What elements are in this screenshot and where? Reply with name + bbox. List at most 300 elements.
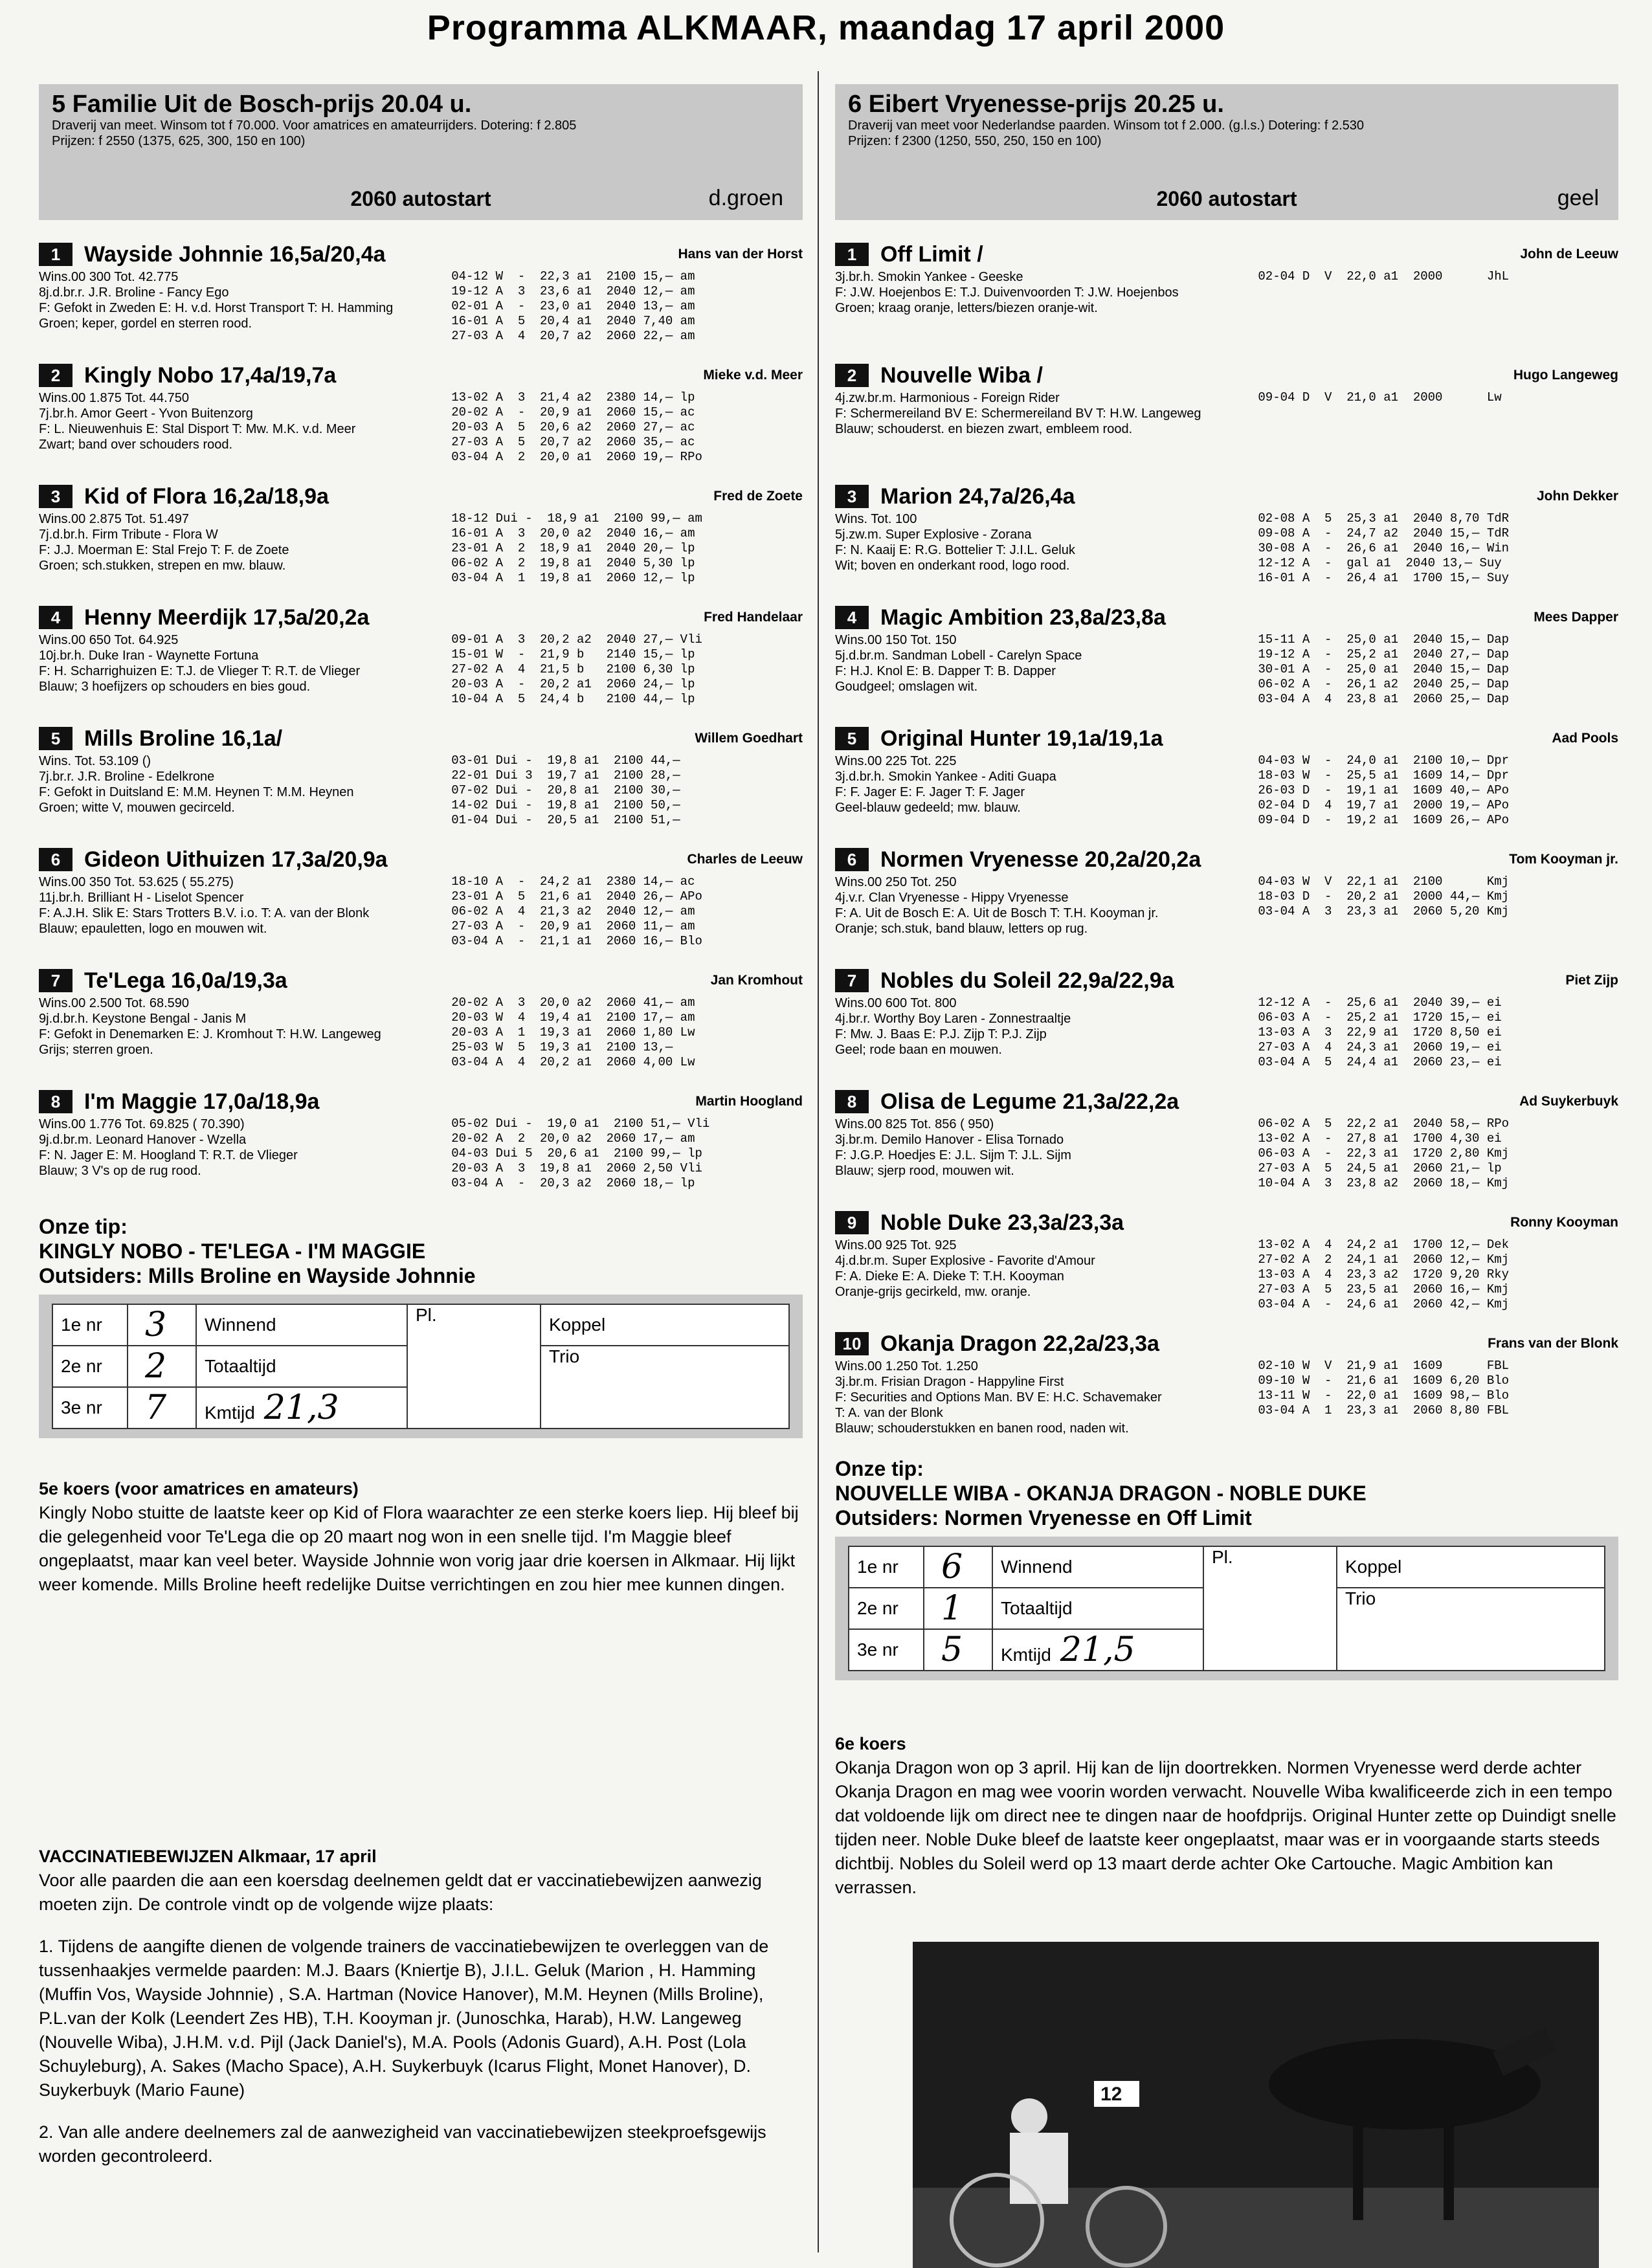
outsiders-text: Outsiders: Mills Broline en Wayside Johnnie bbox=[39, 1264, 476, 1287]
article-heading: 6e koers bbox=[835, 1734, 906, 1753]
horse-info bbox=[39, 269, 436, 344]
horse-name: Nouvelle Wiba / bbox=[880, 363, 1043, 388]
driver-name: Aad Pools bbox=[1552, 731, 1618, 746]
driver-name: Charles de Leeuw bbox=[687, 852, 803, 867]
start-number: 8 bbox=[835, 1090, 869, 1113]
info-line: 7j.br.r. J.R. Broline - Edelkrone bbox=[39, 770, 215, 784]
info-line: Wins.00 150 Tot. 150 bbox=[835, 633, 957, 647]
result-line: 23-01 A 2 18,9 a1 2040 20,— lp bbox=[451, 541, 695, 555]
info-line: Wit; boven en onderkant rood, logo rood. bbox=[835, 559, 1070, 573]
recent-results bbox=[1258, 995, 1618, 1070]
race5-conditions: Draverij van meet. Winsom tot f 70.000. Voor amatrices en amateurrijders. Dotering: f 2.805 bbox=[52, 118, 577, 133]
koppel-label: Koppel bbox=[541, 1304, 789, 1346]
horse-name: Kingly Nobo 17,4a/19,7a bbox=[84, 363, 337, 388]
result-line: 03-04 A - 24,6 a1 2060 42,— Kmj bbox=[1258, 1297, 1510, 1311]
info-line: 4j.br.r. Worthy Boy Laren - Zonnestraaltje bbox=[835, 1012, 1071, 1026]
info-line: Zwart; band over schouders rood. bbox=[39, 438, 233, 452]
pl-label: Pl. bbox=[1203, 1546, 1337, 1671]
row-label: 2e nr bbox=[52, 1346, 128, 1387]
recent-results bbox=[451, 874, 803, 949]
result-line: 13-02 A 4 24,2 a1 1700 12,— Dek bbox=[1258, 1238, 1510, 1252]
result-line: 27-03 A 5 23,5 a1 2060 16,— Kmj bbox=[1258, 1282, 1510, 1296]
handwritten-kmtijd: 21,5 bbox=[1060, 1630, 1135, 1669]
info-line: 10j.br.h. Duke Iran - Waynette Fortuna bbox=[39, 649, 259, 663]
start-number: 2 bbox=[835, 364, 869, 387]
info-line: Wins.00 650 Tot. 64.925 bbox=[39, 633, 179, 647]
recent-results bbox=[451, 511, 803, 586]
info-line: Wins.00 1.250 Tot. 1.250 bbox=[835, 1359, 978, 1373]
result-line: 15-11 A - 25,0 a1 2040 15,— Dap bbox=[1258, 632, 1510, 647]
pl-label: Pl. bbox=[407, 1304, 541, 1429]
race6-article bbox=[835, 1732, 1618, 1900]
harness-race-photo bbox=[913, 1942, 1599, 2268]
race-photo bbox=[913, 1942, 1599, 2268]
info-line: Oranje-grijs gecirkeld, mw. oranje. bbox=[835, 1285, 1031, 1299]
info-line: F: N. Kaaij E: R.G. Bottelier T: J.I.L. Geluk bbox=[835, 543, 1075, 557]
recent-results bbox=[451, 632, 803, 707]
result-line: 27-03 A - 20,9 a1 2060 11,— am bbox=[451, 919, 695, 933]
horse-info bbox=[835, 269, 1242, 316]
horse-name: Te'Lega 16,0a/19,3a bbox=[84, 968, 287, 993]
recent-results bbox=[451, 269, 803, 344]
result-line: 07-02 Dui - 20,8 a1 2100 30,— bbox=[451, 783, 680, 797]
result-line: 20-03 W 4 19,4 a1 2100 17,— am bbox=[451, 1010, 695, 1025]
race6-header bbox=[835, 84, 1618, 220]
result-line: 03-04 A 2 20,0 a1 2060 19,— RPo bbox=[451, 450, 702, 464]
info-line: F: J.G.P. Hoedjes E: J.L. Sijm T: J.L. Sijm bbox=[835, 1148, 1071, 1162]
result-line: 03-01 Dui - 19,8 a1 2100 44,— bbox=[451, 753, 680, 768]
info-line: 9j.d.br.m. Leonard Hanover - Wzella bbox=[39, 1133, 247, 1147]
horse-name: Gideon Uithuizen 17,3a/20,9a bbox=[84, 847, 388, 872]
horse-entry bbox=[39, 482, 803, 603]
start-number: 10 bbox=[835, 1332, 869, 1355]
start-number: 3 bbox=[835, 485, 869, 508]
info-line: T: A. van der Blonk bbox=[835, 1406, 943, 1420]
result-line: 02-04 D 4 19,7 a1 2000 19,— APo bbox=[1258, 798, 1510, 812]
info-line: Wins.00 600 Tot. 800 bbox=[835, 996, 957, 1010]
horse-name: Kid of Flora 16,2a/18,9a bbox=[84, 484, 329, 509]
tip-text: NOUVELLE WIBA - OKANJA DRAGON - NOBLE DUKE bbox=[835, 1482, 1367, 1505]
horse-entry bbox=[39, 724, 803, 845]
handwritten-value: 5 bbox=[941, 1630, 963, 1669]
page-title: Programma ALKMAAR, maandag 17 april 2000 bbox=[427, 8, 1225, 47]
result-line: 02-04 D V 22,0 a1 2000 JhL bbox=[1258, 269, 1510, 284]
result-line: 20-03 A 1 19,3 a1 2060 1,80 Lw bbox=[451, 1025, 695, 1040]
race5-start: 2060 autostart bbox=[350, 187, 491, 210]
info-line: Wins.00 2.875 Tot. 51.497 bbox=[39, 512, 190, 526]
handwritten-value: 7 bbox=[145, 1388, 167, 1427]
start-number: 2 bbox=[39, 364, 73, 387]
horse-info bbox=[835, 874, 1242, 937]
result-line: 27-02 A 4 21,5 b 2100 6,30 lp bbox=[451, 662, 695, 676]
race6-prizes: Prijzen: f 2300 (1250, 550, 250, 150 en 100) bbox=[848, 134, 1102, 148]
info-line: 3j.br.m. Demilo Hanover - Elisa Tornado bbox=[835, 1133, 1064, 1147]
result-line: 03-04 A - 20,3 a2 2060 18,— lp bbox=[451, 1176, 695, 1190]
horse-info bbox=[39, 995, 436, 1070]
result-line: 15-01 W - 21,9 b 2140 15,— lp bbox=[451, 647, 695, 662]
race6-horses bbox=[835, 239, 1618, 1450]
info-line: Groen; kraag oranje, letters/biezen oranje-wit. bbox=[835, 301, 1098, 315]
result-line: 19-12 A - 25,2 a1 2040 27,— Dap bbox=[1258, 647, 1510, 662]
info-line: F: L. Nieuwenhuis E: Stal Disport T: Mw. M.K. v.d. Meer bbox=[39, 422, 356, 436]
result-line: 27-03 A 4 24,3 a1 2060 19,— ei bbox=[1258, 1040, 1502, 1054]
horse-entry bbox=[39, 239, 803, 361]
horse-name: Olisa de Legume 21,3a/22,2a bbox=[880, 1089, 1179, 1114]
race5-tip-table bbox=[39, 1295, 803, 1438]
horse-entry bbox=[835, 1087, 1618, 1208]
result-line: 13-02 A - 27,8 a1 1700 4,30 ei bbox=[1258, 1131, 1502, 1146]
recent-results bbox=[1258, 632, 1618, 707]
race5-horses bbox=[39, 239, 803, 1208]
info-line: F: A.J.H. Slik E: Stars Trotters B.V. i.o. T: A. van der Blonk bbox=[39, 906, 370, 920]
tip-label: Onze tip: bbox=[39, 1215, 128, 1238]
info-line: Wins.00 250 Tot. 250 bbox=[835, 875, 957, 889]
driver-name: Fred Handelaar bbox=[704, 610, 803, 625]
race5-color: d.groen bbox=[708, 186, 783, 210]
trio-label: Trio bbox=[1337, 1588, 1605, 1671]
result-line: 04-03 W - 24,0 a1 2100 10,— Dpr bbox=[1258, 753, 1510, 768]
info-line: Groen; sch.stukken, strepen en mw. blauw. bbox=[39, 559, 286, 573]
recent-results bbox=[1258, 1238, 1618, 1312]
result-line: 12-12 A - 25,6 a1 2040 39,— ei bbox=[1258, 995, 1502, 1010]
horse-name: Noble Duke 23,3a/23,3a bbox=[880, 1210, 1124, 1235]
info-line: F: A. Dieke E: A. Dieke T: T.H. Kooyman bbox=[835, 1269, 1064, 1284]
horse-entry bbox=[835, 1208, 1618, 1329]
horse-info bbox=[835, 753, 1242, 828]
horse-info bbox=[835, 1359, 1242, 1436]
info-line: 8j.d.br.r. J.R. Broline - Fancy Ego bbox=[39, 285, 229, 300]
info-line: F: Gefokt in Zweden E: H. v.d. Horst Transport T: H. Hamming bbox=[39, 301, 394, 315]
race6-tip bbox=[835, 1456, 1618, 1530]
info-line: Wins.00 300 Tot. 42.775 bbox=[39, 270, 179, 284]
driver-name: Frans van der Blonk bbox=[1488, 1336, 1618, 1351]
result-line: 04-03 W V 22,1 a1 2100 Kmj bbox=[1258, 874, 1510, 889]
result-line: 01-04 Dui - 20,5 a1 2100 51,— bbox=[451, 813, 680, 827]
info-line: Blauw; 3 hoefijzers op schouders en bies goud. bbox=[39, 680, 311, 694]
vacc-p1: Voor alle paarden die aan een koersdag deelnemen geldt dat er vaccinatiebewijzen aanwezig moeten zijn. De controle vindt op de volgende wijze plaats: bbox=[39, 1871, 762, 1914]
horse-entry bbox=[39, 966, 803, 1087]
winnend-label: Winnend bbox=[992, 1546, 1203, 1588]
race6-conditions: Draverij van meet voor Nederlandse paarden. Winsom tot f 2.000. (g.l.s.) Dotering: f 2.530 bbox=[848, 118, 1365, 133]
horse-name: Nobles du Soleil 22,9a/22,9a bbox=[880, 968, 1174, 993]
horse-entry bbox=[835, 239, 1618, 361]
result-line: 03-04 A 4 20,2 a1 2060 4,00 Lw bbox=[451, 1055, 695, 1069]
info-line: F: Securities and Options Man. BV E: H.C. Schavemaker bbox=[835, 1390, 1162, 1405]
result-line: 20-02 A 2 20,0 a2 2060 17,— am bbox=[451, 1131, 695, 1146]
handwritten-value: 1 bbox=[941, 1589, 963, 1628]
recent-results bbox=[451, 995, 803, 1070]
result-line: 23-01 A 5 21,6 a1 2040 26,— APo bbox=[451, 889, 702, 904]
result-line: 03-04 A 1 19,8 a1 2060 12,— lp bbox=[451, 571, 695, 585]
horse-name: Henny Meerdijk 17,5a/20,2a bbox=[84, 605, 370, 630]
horse-name: Off Limit / bbox=[880, 242, 983, 267]
info-line: 9j.d.br.h. Keystone Bengal - Janis M bbox=[39, 1012, 247, 1026]
horse-name: I'm Maggie 17,0a/18,9a bbox=[84, 1089, 320, 1114]
horse-name: Original Hunter 19,1a/19,1a bbox=[880, 726, 1163, 751]
horse-entry bbox=[835, 1329, 1618, 1450]
recent-results bbox=[1258, 390, 1618, 437]
recent-results bbox=[1258, 753, 1618, 828]
start-number: 8 bbox=[39, 1090, 73, 1113]
driver-name: Hans van der Horst bbox=[678, 247, 803, 261]
info-line: F: H.J. Knol E: B. Dapper T: B. Dapper bbox=[835, 664, 1056, 678]
article-body: Kingly Nobo stuitte de laatste keer op Kid of Flora waarachter ze een sterke koers liep. Hij bleef bij die gelegenheid voor Te'Lega die op 20 maart nog won in een snelle tijd. I'm Maggie bleef ongeplaatst, maar kan veel beter. Wayside Johnnie won vorig jaar drie koersen in Alkmaar. Hij lijkt weer komende. Mills Broline heeft redelijke Duitse verrichtingen en zou hier mee kunnen dingen. bbox=[39, 1503, 799, 1594]
column-divider bbox=[818, 71, 819, 2252]
result-line: 02-01 A - 23,0 a1 2040 13,— am bbox=[451, 299, 695, 313]
info-line: 3j.d.br.h. Smokin Yankee - Aditi Guapa bbox=[835, 770, 1056, 784]
result-line: 18-12 Dui - 18,9 a1 2100 99,— am bbox=[451, 511, 702, 526]
row-label: 2e nr bbox=[849, 1588, 924, 1629]
row-label: 1e nr bbox=[52, 1304, 128, 1346]
result-line: 06-02 A 5 22,2 a1 2040 58,— RPo bbox=[1258, 1117, 1510, 1131]
driver-name: Fred de Zoete bbox=[713, 489, 803, 504]
result-line: 18-03 W - 25,5 a1 1609 14,— Dpr bbox=[1258, 768, 1510, 783]
recent-results bbox=[1258, 1117, 1618, 1191]
vacc-p3: 2. Van alle andere deelnemers zal de aanwezigheid van vaccinatiebewijzen steekproefsgewijs worden gecontroleerd. bbox=[39, 2122, 766, 2166]
race5-article bbox=[39, 1477, 803, 1597]
horse-entry bbox=[835, 845, 1618, 966]
result-line: 16-01 A 3 20,0 a2 2040 16,— am bbox=[451, 526, 695, 540]
result-line: 02-10 W V 21,9 a1 1609 FBL bbox=[1258, 1359, 1510, 1373]
driver-name: Jan Kromhout bbox=[710, 973, 803, 988]
driver-name: Martin Hoogland bbox=[695, 1094, 803, 1109]
horse-info bbox=[39, 753, 436, 828]
result-line: 20-02 A - 20,9 a1 2060 15,— ac bbox=[451, 405, 695, 419]
horse-entry bbox=[39, 603, 803, 724]
driver-name: Mieke v.d. Meer bbox=[703, 368, 803, 383]
horse-name: Magic Ambition 23,8a/23,8a bbox=[880, 605, 1166, 630]
tip-text: KINGLY NOBO - TE'LEGA - I'M MAGGIE bbox=[39, 1240, 426, 1263]
svg-text:12: 12 bbox=[1100, 2084, 1122, 2105]
info-line: Wins. Tot. 53.109 () bbox=[39, 754, 151, 768]
info-line: Wins.00 350 Tot. 53.625 ( 55.275) bbox=[39, 875, 234, 889]
info-line: F: J.J. Moerman E: Stal Frejo T: F. de Zoete bbox=[39, 543, 289, 557]
row-label: 1e nr bbox=[849, 1546, 924, 1588]
row-label: 3e nr bbox=[849, 1629, 924, 1671]
info-line: F: Schermereiland BV E: Schermereiland BV T: H.W. Langeweg bbox=[835, 406, 1201, 421]
info-line: 7j.d.br.h. Firm Tribute - Flora W bbox=[39, 528, 218, 542]
handwritten-value: 6 bbox=[941, 1548, 963, 1586]
driver-name: Piet Zijp bbox=[1565, 973, 1618, 988]
horse-info bbox=[835, 632, 1242, 707]
horse-name: Okanja Dragon 22,2a/23,3a bbox=[880, 1331, 1159, 1356]
start-number: 4 bbox=[835, 606, 869, 629]
horse-entry bbox=[835, 603, 1618, 724]
race5-title: 5 Familie Uit de Bosch-prijs 20.04 u. bbox=[52, 91, 472, 118]
article-heading: 5e koers (voor amatrices en amateurs) bbox=[39, 1479, 359, 1498]
info-line: F: F. Jager E: F. Jager T: F. Jager bbox=[835, 785, 1025, 799]
race6-column bbox=[835, 84, 1618, 1900]
start-number: 3 bbox=[39, 485, 73, 508]
result-line: 09-01 A 3 20,2 a2 2040 27,— Vli bbox=[451, 632, 702, 647]
handwritten-value: 3 bbox=[145, 1306, 167, 1344]
info-line: 5j.d.br.m. Sandman Lobell - Carelyn Space bbox=[835, 649, 1082, 663]
info-line: Blauw; epauletten, logo en mouwen wit. bbox=[39, 922, 267, 936]
result-line: 18-10 A - 24,2 a1 2380 14,— ac bbox=[451, 874, 695, 889]
info-line: 4j.v.r. Clan Vryenesse - Hippy Vryenesse bbox=[835, 891, 1069, 905]
result-line: 25-03 W 5 19,3 a1 2100 13,— bbox=[451, 1040, 673, 1054]
info-line: Wins.00 225 Tot. 225 bbox=[835, 754, 957, 768]
info-line: F: A. Uit de Bosch E: A. Uit de Bosch T: T.H. Kooyman jr. bbox=[835, 906, 1159, 920]
horse-entry bbox=[835, 724, 1618, 845]
race6-tip-table bbox=[835, 1537, 1618, 1680]
result-line: 27-03 A 5 20,7 a2 2060 35,— ac bbox=[451, 435, 695, 449]
info-line: Grijs; sterren groen. bbox=[39, 1043, 153, 1057]
result-line: 03-04 A 3 23,3 a1 2060 5,20 Kmj bbox=[1258, 904, 1510, 918]
recent-results bbox=[451, 390, 803, 465]
horse-entry bbox=[39, 1087, 803, 1208]
result-line: 16-01 A 5 20,4 a1 2040 7,40 am bbox=[451, 314, 695, 328]
result-line: 13-02 A 3 21,4 a2 2380 14,— lp bbox=[451, 390, 695, 405]
result-line: 06-02 A 2 19,8 a1 2040 5,30 lp bbox=[451, 556, 695, 570]
start-number: 5 bbox=[835, 727, 869, 750]
result-line: 12-12 A - gal a1 2040 13,— Suy bbox=[1258, 556, 1502, 570]
result-line: 27-03 A 4 20,7 a2 2060 22,— am bbox=[451, 329, 695, 343]
horse-name: Mills Broline 16,1a/ bbox=[84, 726, 283, 751]
result-line: 06-03 A - 25,2 a1 1720 15,— ei bbox=[1258, 1010, 1502, 1025]
info-line: Groen; witte V, mouwen gecirceld. bbox=[39, 801, 235, 815]
result-line: 09-10 W - 21,6 a1 1609 6,20 Blo bbox=[1258, 1373, 1510, 1388]
trio-label: Trio bbox=[541, 1346, 789, 1429]
result-line: 14-02 Dui - 19,8 a1 2100 50,— bbox=[451, 798, 680, 812]
result-line: 04-03 Dui 5 20,6 a1 2100 99,— lp bbox=[451, 1146, 702, 1161]
info-line: Blauw; schouderstukken en banen rood, naden wit. bbox=[835, 1421, 1129, 1436]
result-line: 09-08 A - 24,7 a2 2040 15,— TdR bbox=[1258, 526, 1510, 540]
horse-info bbox=[39, 632, 436, 707]
result-line: 10-04 A 5 24,4 b 2100 44,— lp bbox=[451, 692, 695, 706]
article-body: Okanja Dragon won op 3 april. Hij kan de lijn doortrekken. Normen Vryenesse werd derde achter Okanja Dragon en mag wee voorin worden verwacht. Nouvelle Wiba kwalificeerde zich in een tempo dat voldoende lijk om direct nee te dingen naar de hoofdprijs. Original Hunter zette op Duindigt snelle tijden neer. Noble Duke bleef de laatste keer ongeplaatst, maar was er in voorgaande starts steeds dichtbij. Nobles du Soleil werd op 13 maart derde achter Oke Cartouche. Magic Ambition kan verrassen. bbox=[835, 1758, 1616, 1897]
info-line: Wins.00 825 Tot. 856 ( 950) bbox=[835, 1117, 994, 1131]
info-line: F: H. Scharrighuizen E: T.J. de Vlieger T: R.T. de Vlieger bbox=[39, 664, 361, 678]
vaccination-notice bbox=[39, 1845, 783, 2186]
driver-name: Mees Dapper bbox=[1534, 610, 1618, 625]
recent-results bbox=[1258, 269, 1618, 316]
recent-results bbox=[1258, 1359, 1618, 1436]
result-line: 13-03 A 4 23,3 a2 1720 9,20 Rky bbox=[1258, 1267, 1510, 1282]
horse-entry bbox=[39, 845, 803, 966]
info-line: 3j.br.h. Smokin Yankee - Geeske bbox=[835, 270, 1023, 284]
horse-info bbox=[835, 1238, 1242, 1312]
result-line: 30-08 A - 26,6 a1 2040 16,— Win bbox=[1258, 541, 1510, 555]
info-line: Blauw; sjerp rood, mouwen wit. bbox=[835, 1164, 1014, 1178]
info-line: Blauw; schouderst. en biezen zwart, embleem rood. bbox=[835, 422, 1133, 436]
horse-name: Marion 24,7a/26,4a bbox=[880, 484, 1075, 509]
handwritten-kmtijd: 21,3 bbox=[263, 1388, 339, 1427]
result-line: 03-04 A 5 24,4 a1 2060 23,— ei bbox=[1258, 1055, 1502, 1069]
result-line: 13-11 W - 22,0 a1 1609 98,— Blo bbox=[1258, 1388, 1510, 1403]
driver-name: Willem Goedhart bbox=[695, 731, 803, 746]
info-line: Wins.00 1.875 Tot. 44.750 bbox=[39, 391, 190, 405]
winnend-label: Winnend bbox=[196, 1304, 407, 1346]
result-line: 05-02 Dui - 19,0 a1 2100 51,— Vli bbox=[451, 1117, 710, 1131]
info-line: Groen; keper, gordel en sterren rood. bbox=[39, 317, 252, 331]
result-line: 04-12 W - 22,3 a1 2100 15,— am bbox=[451, 269, 695, 284]
result-line: 27-02 A 2 24,1 a1 2060 12,— Kmj bbox=[1258, 1252, 1510, 1267]
totaaltijd-label: Totaaltijd bbox=[196, 1346, 407, 1387]
start-number: 5 bbox=[39, 727, 73, 750]
horse-info bbox=[835, 390, 1242, 437]
start-number: 7 bbox=[835, 969, 869, 992]
driver-name: Ad Suykerbuyk bbox=[1519, 1094, 1618, 1109]
info-line: F: N. Jager E: M. Hoogland T: R.T. de Vlieger bbox=[39, 1148, 298, 1162]
vacc-p2: 1. Tijdens de aangifte dienen de volgende trainers de vaccinatiebewijzen te overleggen van de tussenhaakjes vermelde paarden: M.J. Baars (Kniertje B), J.I.L. Geluk (Marion , H. Hamming (Muffin Vos, Wayside Johnnie) , S.A. Hartman (Novice Hanover), M.M. Heynen (Mills Broline), P.L.van der Kolk (Leendert Zes HB), T.H. Kooyman jr. (Junoschka, Harab), H.W. Langeweg (Nouvelle Wiba), J.H.M. v.d. Pijl (Jack Daniel's), M.A. Pools (Adonis Guard), A.H. Post (Lola Schuyleburg), A. Sakes (Macho Space), A.H. Suykerbuyk (Icarus Flight, Monet Hanover), D. Suykerbuyk (Mario Faune) bbox=[39, 1937, 769, 2100]
vacc-heading: VACCINATIEBEWIJZEN Alkmaar, 17 april bbox=[39, 1847, 377, 1866]
row-label: 3e nr bbox=[52, 1387, 128, 1429]
result-line: 06-03 A - 22,3 a1 1720 2,80 Kmj bbox=[1258, 1146, 1510, 1161]
info-line: F: Mw. J. Baas E: P.J. Zijp T: P.J. Zijp bbox=[835, 1027, 1047, 1041]
recent-results bbox=[451, 1117, 803, 1191]
driver-name: John de Leeuw bbox=[1520, 247, 1618, 261]
tip-label: Onze tip: bbox=[835, 1457, 924, 1480]
race6-title: 6 Eibert Vryenesse-prijs 20.25 u. bbox=[848, 91, 1224, 118]
result-line: 03-04 A - 21,1 a1 2060 16,— Blo bbox=[451, 934, 702, 948]
horse-info bbox=[39, 1117, 436, 1191]
driver-name: Hugo Langeweg bbox=[1513, 368, 1618, 383]
result-line: 20-02 A 3 20,0 a2 2060 41,— am bbox=[451, 995, 695, 1010]
result-line: 10-04 A 3 23,8 a2 2060 18,— Kmj bbox=[1258, 1176, 1510, 1190]
race5-prizes: Prijzen: f 2550 (1375, 625, 300, 150 en 100) bbox=[52, 134, 306, 148]
result-line: 20-03 A 5 20,6 a2 2060 27,— ac bbox=[451, 420, 695, 434]
totaaltijd-label: Totaaltijd bbox=[992, 1588, 1203, 1629]
result-line: 09-04 D V 21,0 a1 2000 Lw bbox=[1258, 390, 1502, 405]
info-line: F: J.W. Hoejenbos E: T.J. Duivenvoorden T: J.W. Hoejenbos bbox=[835, 285, 1179, 300]
recent-results bbox=[1258, 874, 1618, 937]
result-line: 02-08 A 5 25,3 a1 2040 8,70 TdR bbox=[1258, 511, 1510, 526]
race5-header bbox=[39, 84, 803, 220]
start-number: 4 bbox=[39, 606, 73, 629]
info-line: 4j.zw.br.m. Harmonious - Foreign Rider bbox=[835, 391, 1060, 405]
start-number: 1 bbox=[835, 243, 869, 266]
info-line: Oranje; sch.stuk, band blauw, letters op rug. bbox=[835, 922, 1088, 936]
result-line: 27-03 A 5 24,5 a1 2060 21,— lp bbox=[1258, 1161, 1502, 1175]
start-number: 7 bbox=[39, 969, 73, 992]
horse-info bbox=[835, 511, 1242, 586]
start-number: 6 bbox=[835, 848, 869, 871]
horse-info bbox=[39, 390, 436, 465]
horse-info bbox=[835, 995, 1242, 1070]
info-line: 5j.zw.m. Super Explosive - Zorana bbox=[835, 528, 1032, 542]
info-line: Wins.00 1.776 Tot. 69.825 ( 70.390) bbox=[39, 1117, 245, 1131]
info-line: 3j.br.m. Frisian Dragon - Happyline First bbox=[835, 1375, 1064, 1389]
horse-name: Normen Vryenesse 20,2a/20,2a bbox=[880, 847, 1201, 872]
driver-name: John Dekker bbox=[1536, 489, 1618, 504]
horse-entry bbox=[835, 361, 1618, 482]
result-line: 03-04 A 4 23,8 a1 2060 25,— Dap bbox=[1258, 692, 1510, 706]
info-line: 4j.d.br.m. Super Explosive - Favorite d'Amour bbox=[835, 1254, 1095, 1268]
info-line: Wins. Tot. 100 bbox=[835, 512, 917, 526]
handwritten-value: 2 bbox=[145, 1347, 167, 1386]
recent-results bbox=[1258, 511, 1618, 586]
koppel-label: Koppel bbox=[1337, 1546, 1605, 1588]
race5-tip bbox=[39, 1214, 803, 1288]
result-line: 26-03 D - 19,1 a1 1609 40,— APo bbox=[1258, 783, 1510, 797]
info-line: Geel; rode baan en mouwen. bbox=[835, 1043, 1002, 1057]
result-line: 19-12 A 3 23,6 a1 2040 12,— am bbox=[451, 284, 695, 298]
result-line: 18-03 D - 20,2 a1 2000 44,— Kmj bbox=[1258, 889, 1510, 904]
result-line: 09-04 D - 19,2 a1 1609 26,— APo bbox=[1258, 813, 1510, 827]
horse-entry bbox=[39, 361, 803, 482]
start-number: 6 bbox=[39, 848, 73, 871]
result-line: 22-01 Dui 3 19,7 a1 2100 28,— bbox=[451, 768, 680, 783]
horse-entry bbox=[835, 966, 1618, 1087]
kmtijd-label: Kmtijd bbox=[1001, 1645, 1051, 1665]
result-line: 06-02 A - 26,1 a2 2040 25,— Dap bbox=[1258, 677, 1510, 691]
driver-name: Ronny Kooyman bbox=[1510, 1215, 1618, 1230]
result-line: 30-01 A - 25,0 a1 2040 15,— Dap bbox=[1258, 662, 1510, 676]
info-line: Wins.00 2.500 Tot. 68.590 bbox=[39, 996, 190, 1010]
info-line: F: Gefokt in Duitsland E: M.M. Heynen T: M.M. Heynen bbox=[39, 785, 354, 799]
info-line: 11j.br.h. Brilliant H - Liselot Spencer bbox=[39, 891, 244, 905]
